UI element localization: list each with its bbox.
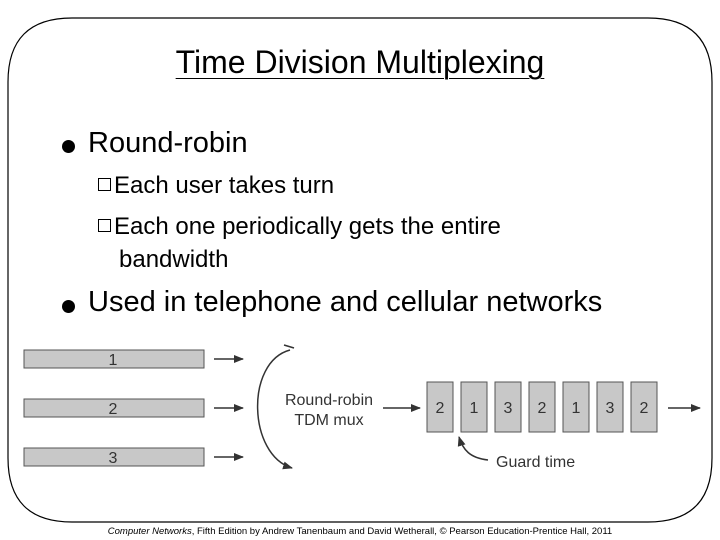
- time-slot-label: 2: [537, 400, 547, 417]
- time-slot-label: 3: [503, 400, 513, 417]
- mux-label-line1: Round-robin: [284, 392, 374, 409]
- time-slot-label: 2: [639, 400, 649, 417]
- input-stream-2: [24, 399, 243, 418]
- input-label: 3: [108, 450, 118, 467]
- output-slots: [427, 382, 657, 432]
- checkbox-bullet-icon: [98, 219, 111, 232]
- input-label: 2: [108, 401, 118, 418]
- input-stream-3: [24, 448, 243, 467]
- guard-time-label: Guard time: [496, 454, 576, 471]
- footer-book-title: Computer Networks: [107, 526, 192, 537]
- sub-bullet-text: Each one periodically gets the entire: [114, 213, 501, 240]
- input-label: 1: [108, 352, 118, 369]
- sub-bullet-continuation: bandwidth: [119, 246, 229, 273]
- time-slot-label: 1: [469, 400, 479, 417]
- footer-citation: [0, 526, 720, 537]
- bullet-dot: [62, 140, 75, 153]
- bullet-text: Used in telephone and cellular networks: [88, 286, 603, 318]
- guard-time-arrow-icon: [459, 437, 488, 460]
- time-slot-label: 3: [605, 400, 615, 417]
- input-stream-1: [24, 350, 243, 369]
- checkbox-bullet-icon: [98, 178, 111, 191]
- time-slot-label: 1: [571, 400, 581, 417]
- sub-bullet: [98, 213, 501, 241]
- mux-label-line2: TDM mux: [294, 412, 364, 429]
- bullet-text: Round-robin: [88, 127, 248, 159]
- time-slot-label: 2: [435, 400, 445, 417]
- sub-bullet-text: Each user takes turn: [114, 172, 335, 199]
- bullet-dot: [62, 300, 75, 313]
- tdm-diagram: [0, 335, 720, 510]
- slide-title: Time Division Multiplexing: [175, 44, 545, 80]
- footer-text: , Fifth Edition by Andrew Tanenbaum and David Wetherall, © Pearson Education-Prentice Hall, 2011: [191, 526, 613, 537]
- sub-bullet: [98, 172, 334, 200]
